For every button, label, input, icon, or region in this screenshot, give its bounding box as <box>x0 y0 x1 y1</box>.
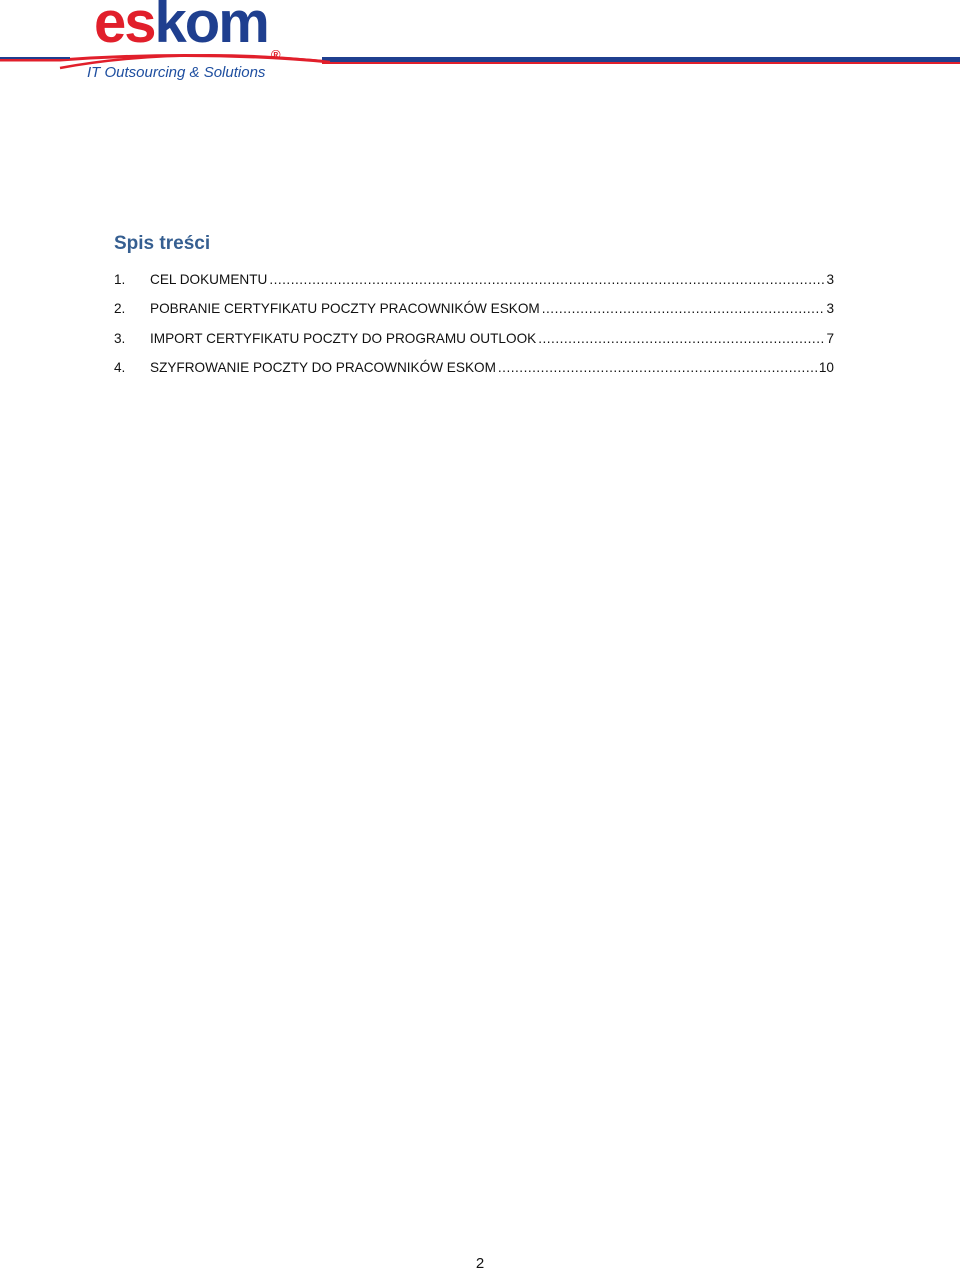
table-of-contents <box>114 272 834 389</box>
toc-entry-page: 3 <box>826 301 834 317</box>
logo-tagline: IT Outsourcing & Solutions <box>87 64 266 81</box>
toc-entry-number: 2. <box>114 301 126 317</box>
toc-entry[interactable] <box>114 360 834 389</box>
toc-dot-leader <box>538 331 824 346</box>
toc-entry-page: 3 <box>826 272 834 287</box>
toc-dot-leader <box>498 360 817 375</box>
registered-mark: ® <box>271 47 281 62</box>
toc-entry[interactable] <box>114 331 834 360</box>
toc-entry[interactable] <box>114 272 834 301</box>
toc-entry-title: CEL DOKUMENTU <box>150 272 268 287</box>
toc-entry[interactable] <box>114 301 834 330</box>
toc-entry-number: 1. <box>114 272 126 287</box>
page-number: 2 <box>475 1255 485 1272</box>
toc-dot-leader <box>269 272 824 287</box>
toc-entry-number: 4. <box>114 359 126 375</box>
toc-entry-page: 7 <box>826 330 834 346</box>
toc-entry-title: SZYFROWANIE POCZTY DO PRACOWNIKÓW ESKOM <box>150 359 496 375</box>
toc-entry-page: 10 <box>818 359 834 375</box>
toc-entry-title: POBRANIE CERTYFIKATU POCZTY PRACOWNIKÓW ESKOM <box>150 301 540 317</box>
toc-dot-leader <box>542 301 825 316</box>
toc-entry-number: 3. <box>114 330 126 346</box>
toc-entry-title: IMPORT CERTYFIKATU POCZTY DO PROGRAMU OUTLOOK <box>150 330 537 346</box>
page-header <box>0 0 960 90</box>
toc-heading: Spis treści <box>114 233 211 254</box>
eskom-logo: eskom <box>94 0 268 55</box>
